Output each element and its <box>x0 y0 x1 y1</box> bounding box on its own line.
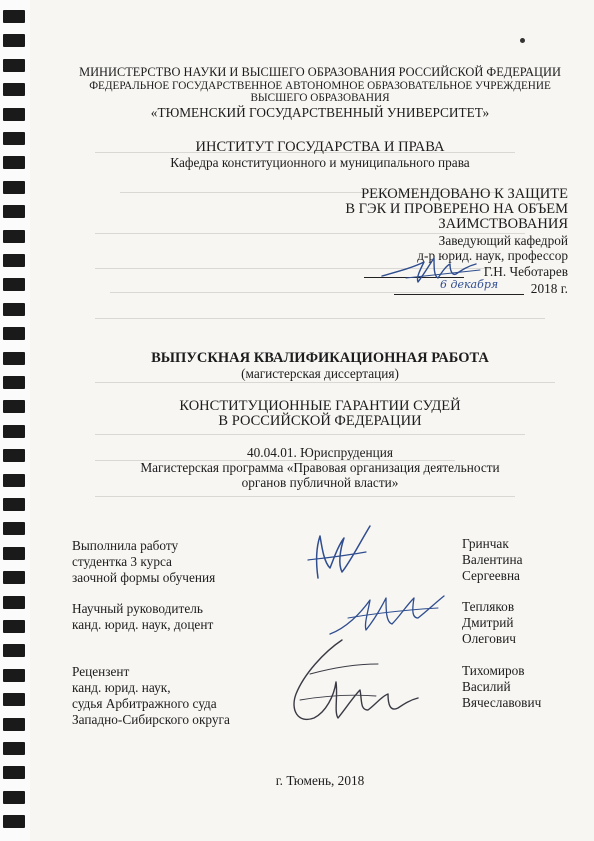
work-type-subheading: (магистерская диссертация) <box>241 366 399 381</box>
binding-hole <box>3 644 25 657</box>
binding-hole <box>3 474 25 487</box>
reviewer-role-2: канд. юрид. наук, <box>72 680 171 695</box>
scan-speck <box>520 38 525 43</box>
binding-hole <box>3 327 25 340</box>
student-signature <box>300 518 380 586</box>
student-role-2: студентка 3 курса <box>72 554 172 569</box>
approval-line-1: РЕКОМЕНДОВАНО К ЗАЩИТЕ <box>361 186 568 202</box>
binding-hole <box>3 230 25 243</box>
binding-hole <box>3 449 25 462</box>
approval-line-3: ЗАИМСТВОВАНИЯ <box>438 216 568 232</box>
binding-hole <box>3 596 25 609</box>
student-patronymic: Сергеевна <box>462 568 520 583</box>
reviewer-signature <box>280 634 430 734</box>
binding-hole <box>3 766 25 779</box>
reviewer-role-3: судья Арбитражного суда <box>72 696 217 711</box>
head-name: Г.Н. Чеботарев <box>483 264 568 279</box>
binding-hole <box>3 278 25 291</box>
program-line-2: органов публичной власти» <box>241 475 399 490</box>
binding-hole <box>3 303 25 316</box>
binding-hole <box>3 59 25 72</box>
head-signature <box>376 248 486 288</box>
head-role: Заведующий кафедрой <box>438 233 568 248</box>
student-surname: Гринчак <box>462 536 509 551</box>
advisor-role-2: канд. юрид. наук, доцент <box>72 617 214 632</box>
work-type-heading: ВЫПУСКНАЯ КВАЛИФИКАЦИОННАЯ РАБОТА <box>151 350 489 366</box>
advisor-surname: Тепляков <box>462 599 515 614</box>
thesis-title-line-2: В РОССИЙСКОЙ ФЕДЕРАЦИИ <box>218 413 422 429</box>
institution-type-line: ФЕДЕРАЛЬНОЕ ГОСУДАРСТВЕННОЕ АВТОНОМНОЕ ОБРАЗОВАТЕЛЬНОЕ УЧРЕЖДЕНИЕ <box>89 80 551 92</box>
binding-hole <box>3 425 25 438</box>
binding-hole <box>3 815 25 828</box>
reviewer-patronymic: Вячеславович <box>462 695 542 710</box>
approval-year: 2018 г. <box>530 281 568 296</box>
student-role-1: Выполнила работу <box>72 538 179 553</box>
binding-hole <box>3 83 25 96</box>
binding-hole <box>3 352 25 365</box>
city-year: г. Тюмень, 2018 <box>275 773 365 788</box>
student-first-name: Валентина <box>462 552 523 567</box>
advisor-first-name: Дмитрий <box>462 615 514 630</box>
thesis-title-line-1: КОНСТИТУЦИОННЫЕ ГАРАНТИИ СУДЕЙ <box>179 398 461 414</box>
reviewer-first-name: Василий <box>462 679 511 694</box>
binding-hole <box>3 376 25 389</box>
student-role-3: заочной формы обучения <box>72 570 216 585</box>
binding-hole <box>3 498 25 511</box>
university-name: «ТЮМЕНСКИЙ ГОСУДАРСТВЕННЫЙ УНИВЕРСИТЕТ» <box>150 105 490 120</box>
advisor-role-1: Научный руководитель <box>72 601 203 616</box>
binding-hole <box>3 571 25 584</box>
binding-hole <box>3 156 25 169</box>
binding-hole <box>3 669 25 682</box>
approval-line-2: В ГЭК И ПРОВЕРЕНО НА ОБЪЕМ <box>345 201 568 217</box>
handwritten-date: 6 декабря <box>440 278 499 291</box>
binding-hole <box>3 742 25 755</box>
binding-hole <box>3 108 25 121</box>
advisor-patronymic: Олегович <box>462 631 516 646</box>
specialty-code: 40.04.01. Юриспруденция <box>246 445 394 460</box>
reviewer-role-4: Западно-Сибирского округа <box>72 712 230 727</box>
binding-hole <box>3 181 25 194</box>
education-level-line: ВЫСШЕГО ОБРАЗОВАНИЯ <box>250 92 390 104</box>
binding-hole <box>3 10 25 23</box>
binding-hole <box>3 620 25 633</box>
department-name: Кафедра конституционного и муниципального права <box>170 155 470 170</box>
binding-hole <box>3 718 25 731</box>
binding-hole <box>3 34 25 47</box>
binding-hole <box>3 132 25 145</box>
binding-hole <box>3 791 25 804</box>
binding-hole <box>3 547 25 560</box>
binding-hole <box>3 400 25 413</box>
institute-name: ИНСТИТУТ ГОСУДАРСТВА И ПРАВА <box>195 139 445 155</box>
reviewer-role-1: Рецензент <box>72 664 130 679</box>
binding-hole <box>3 205 25 218</box>
binding-hole <box>3 522 25 535</box>
head-degree: д-р юрид. наук, профессор <box>417 248 568 263</box>
binding-hole <box>3 254 25 267</box>
reviewer-surname: Тихомиров <box>462 663 525 678</box>
ministry-line: МИНИСТЕРСТВО НАУКИ И ВЫСШЕГО ОБРАЗОВАНИЯ РОССИЙСКОЙ ФЕДЕРАЦИИ <box>79 65 561 79</box>
program-line-1: Магистерская программа «Правовая организация деятельности <box>140 460 500 475</box>
binding-hole <box>3 693 25 706</box>
binding-strip <box>0 0 30 841</box>
